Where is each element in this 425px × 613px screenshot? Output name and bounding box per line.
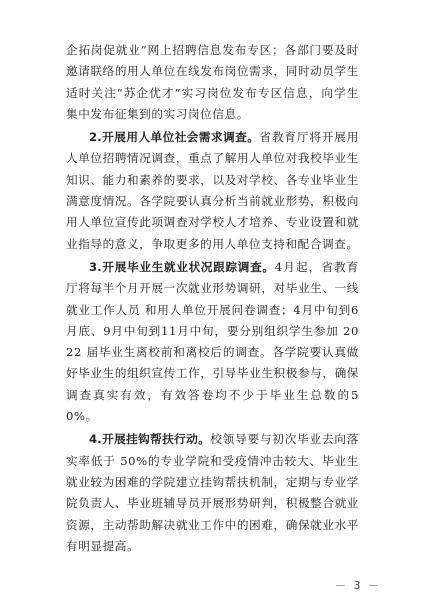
- section-3-body: 4月起，省教育厅将每半个月开展一次就业形势调研，对毕业生、一线就业工作人员 和用人单位开展问卷调查；4月中旬到6月底、9月中旬到11月中旬，要分别组织学生参加 2022 届毕业生离校前和离校后的调查。各学院要认真做好毕业生的组织宣传工作，引导毕业生积极参与，确保调查真实有效，有效答卷均不少于毕业生总数的50%。: [66, 259, 359, 424]
- section-2-paragraph: [66, 127, 359, 255]
- page-number: － 3 －: [335, 579, 381, 592]
- section-3-heading: 3.开展毕业生就业状况跟踪调查。: [89, 259, 275, 274]
- section-4-body: 校领导要与初次毕业去向落实率低于 50%的专业学院和受疫情冲击较大、毕业生就业较为困难的学院建立挂钩帮扶机制，定期与专业学院负责人、毕业班辅导员开展形势研判，积极整合就业资源，主动帮助解决就业工作中的困难，确保就业水平有明显提高。: [66, 432, 359, 553]
- intro-paragraph: 企拓岗促就业”网上招聘信息发布专区；各部门要及时邀请联络的用人单位在线发布岗位需求，同时动员学生适时关注“苏企优才”实习岗位发布专区信息，向学生集中发布征集到的实习岗位信息。: [66, 43, 359, 121]
- section-2-body: 省教育厅将开展用人单位招聘情况调查，重点了解用人单位对我校毕业生知识、能力和素养的要求，以及对学校、各专业毕业生满意度情况。各学院要认真分析当前就业形势，积极向用人单位宣传此项调查对学校人才培养、专业设置和就业指导的意义，争取更多的用人单位支持和配合调查。: [66, 130, 359, 251]
- section-4-heading: 4.开展挂钩帮扶行动。: [89, 432, 211, 447]
- section-4-paragraph: [66, 429, 359, 557]
- section-3-paragraph: [66, 257, 359, 427]
- section-2-heading: 2.开展用人单位社会需求调查。: [89, 130, 260, 145]
